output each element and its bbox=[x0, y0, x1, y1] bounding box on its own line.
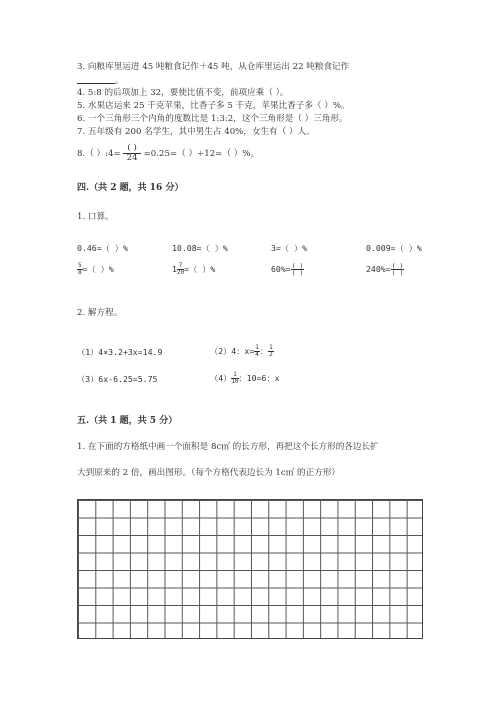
question-8: 8.（ ）:4= $\frac{( )}{24}$ =0.25=（ ）÷12=（ ）%。 bbox=[77, 143, 260, 163]
oral-calc-item: 3=（ ）% bbox=[271, 243, 308, 253]
oral-calc-item: 10.08=（ ）% bbox=[172, 243, 228, 253]
section-4-title: 四.（共 2 题，共 16 分） bbox=[77, 183, 184, 193]
equation-2: （2）4：x= $\frac{1}{4}$ ： $\frac{1}{2}$ bbox=[210, 344, 273, 358]
question-5: 5. 水果店运来 25 千克苹果，比香子多 5 千克，苹果比香子多（ ）%。 bbox=[77, 101, 350, 111]
oral-calc-item: 0.46=（ ）% bbox=[77, 243, 128, 253]
grid-paper[interactable] bbox=[77, 499, 423, 639]
oral-calc-item: 60%= $\frac{( )}{( )}$ bbox=[271, 262, 304, 277]
question-7: 7. 五年级有 200 名学生，其中男生占 40%，女生有（ ）人。 bbox=[77, 127, 315, 137]
question-3-line1: 3. 向粮库里运进 45 吨粮食记作＋45 吨，从仓库里运出 22 吨粮食记作 bbox=[77, 62, 350, 72]
equation-3: （3）6x-6.25=5.75 bbox=[77, 374, 158, 384]
question-4-2-title: 2. 解方程。 bbox=[77, 308, 123, 318]
question-5-1-line2: 大到原来的 2 倍，画出图形。（每个方格代表边长为 1c㎡ 的正方形） bbox=[77, 468, 341, 478]
question-5-1-line1: 1. 在下面的方格纸中画一个面积是 8c㎡ 的长方形，再把这个长方形的各边长扩 bbox=[77, 442, 379, 452]
question-4: 4. 5:8 的后项加上 32，要使比值不变，前项应乘（ ）。 bbox=[77, 88, 289, 98]
equation-1: （1）4×3.2+3x=14.9 bbox=[77, 347, 163, 357]
equation-4: （4） $\frac{1}{10}$ ：10=6：x bbox=[210, 371, 280, 385]
question-6: 6. 一个三角形三个内角的度数比是 1:3:2，这个三角形是（ ）三角形。 bbox=[77, 114, 348, 124]
question-4-1-title: 1. 口算。 bbox=[77, 212, 114, 222]
answer-blank bbox=[77, 75, 115, 84]
oral-calc-item: 0.009=（ ）% bbox=[366, 243, 422, 253]
question-3-line2: 。 bbox=[77, 75, 124, 87]
fraction: $\frac{( )}{24}$ bbox=[123, 144, 140, 163]
oral-calc-item: 1 $\frac{7}{20}$ =（ ）% bbox=[172, 262, 216, 276]
oral-calc-item: 240%= $\frac{( )}{( )}$ bbox=[366, 262, 404, 277]
oral-calc-item: $\frac{5}{8}$ =（ ）% bbox=[78, 262, 114, 276]
section-5-title: 五.（共 1 题，共 5 分） bbox=[77, 416, 178, 426]
